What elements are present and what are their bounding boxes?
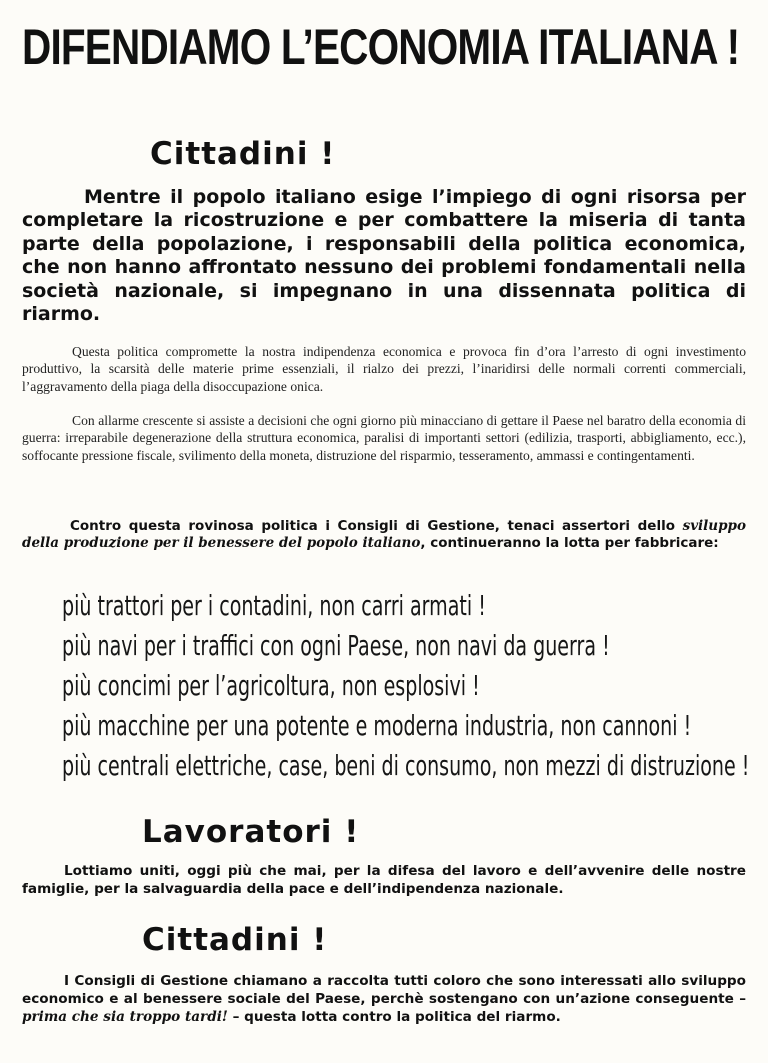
contro-text-end: , continueranno la lotta per fabbricare:	[420, 535, 719, 552]
slogan-concimi: più concimi per l’agricoltura, non esplosivi !	[62, 669, 480, 702]
slogan-list	[62, 586, 762, 786]
paragraph-politica: Questa politica compromette la nostra indipendenza economica e provoca fin d’ora l’arresto di ogni investimento produttivo, la scarsità delle materie prime essenziali, il rialzo dei prezzi, l’inaridirsi delle normali correnti commerciali, l’aggravamento della piaga della disoccupazione onica.	[22, 344, 746, 394]
heading-lavoratori: Lavoratori !	[142, 814, 360, 850]
final-text-end: – questa lotta contro la politica del riarmo.	[227, 1009, 561, 1025]
contro-text-start: Contro questa rovinosa politica i Consigli di Gestione, tenaci assertori dello	[70, 518, 683, 534]
lead-paragraph: Mentre il popolo italiano esige l’impiego di ogni risorsa per completare la ricostruzione e per combattere la miseria di tanta parte della popolazione, i responsabili della politica economica, che non hanno affrontato nessuno dei problemi fondamentali nella società nazionale, si impegnano in una dissennata politica di riarmo.	[22, 186, 746, 326]
paragraph-lavoratori: Lottiamo uniti, oggi più che mai, per la difesa del lavoro e dell’avvenire delle nostre famiglie, per la salvaguardia della pace e dell’indipendenza nazionale.	[22, 863, 746, 897]
paragraph-allarme: Con allarme crescente si assiste a decisioni che ogni giorno più minacciano di gettare il Paese nel baratro della economia di guerra: irreparabile degenerazione della struttura economica, paralisi di importanti settori (edilizia, trasporti, abbigliamento, ecc.), soffocante pressione fiscale, svilimento della moneta, distruzione del risparmio, tesseramento, ammassi e contingentamenti.	[22, 413, 746, 463]
slogan-navi: più navi per i traffici con ogni Paese, non navi da guerra !	[62, 629, 610, 662]
final-text-start: I Consigli di Gestione chiamano a raccolta tutti coloro che sono interessati allo sviluppo economico e al benessere sociale del Paese, perchè sostengano con un’azione conseguente –	[22, 973, 746, 1007]
heading-cittadini: Cittadini !	[150, 136, 336, 172]
final-paragraph	[22, 972, 746, 1026]
contro-paragraph	[22, 518, 746, 552]
contro-emphasis: sviluppo della produzione per il benessere del popolo italiano	[22, 518, 746, 552]
slogan-centrali: più centrali elettriche, case, beni di consumo, non mezzi di distruzione !	[62, 749, 750, 782]
headline: DIFENDIAMO L’ECONOMIA ITALIANA !	[22, 19, 740, 75]
final-emphasis: prima che sia troppo tardi!	[22, 1009, 228, 1025]
slogan-macchine: più macchine per una potente e moderna industria, non cannoni !	[62, 709, 692, 742]
heading-cittadini-2: Cittadini !	[142, 922, 328, 958]
slogan-trattori: più trattori per i contadini, non carri armati !	[62, 589, 486, 622]
